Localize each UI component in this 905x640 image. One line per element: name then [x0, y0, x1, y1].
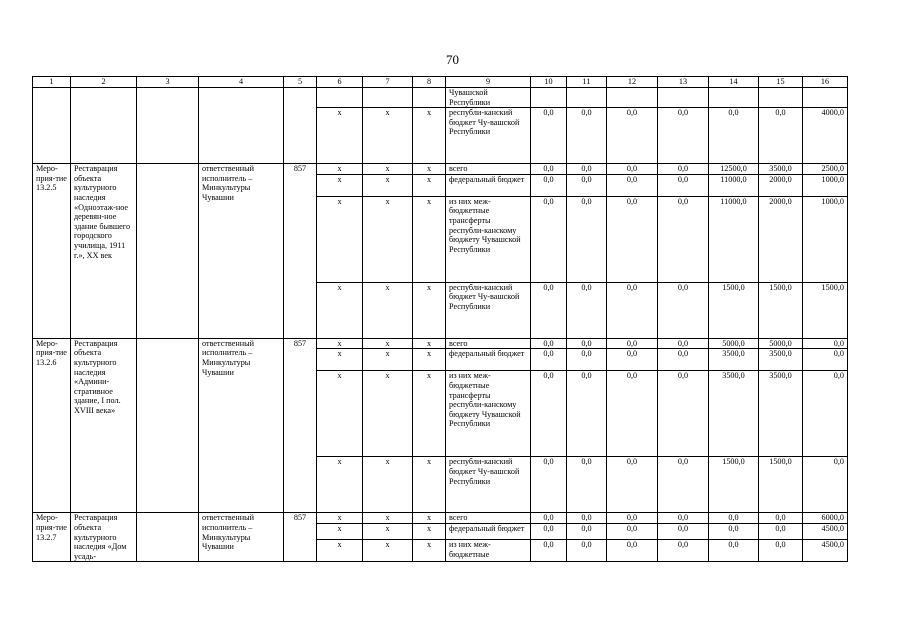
column-number: 15 [759, 77, 803, 88]
value-cell: 0,0 [803, 371, 848, 457]
code-cell: 857 [284, 164, 317, 339]
cell-x: х [413, 174, 446, 196]
executor-cell: ответственный исполнитель – Минкультуры Чувашии [199, 513, 284, 562]
column-number-row [33, 77, 848, 88]
value-cell: 0,0 [531, 457, 567, 513]
value-cell: 0,0 [531, 540, 567, 562]
column-number: 12 [607, 77, 658, 88]
value-cell: 0,0 [607, 457, 658, 513]
value-cell: 0,0 [658, 108, 709, 164]
table-row [33, 513, 848, 524]
value-cell: 0,0 [759, 524, 803, 540]
empty-cell [759, 88, 803, 108]
value-cell: 2000,0 [759, 196, 803, 282]
empty-cell [137, 338, 199, 513]
source-cell: всего [446, 513, 531, 524]
value-cell: 0,0 [567, 540, 607, 562]
value-cell: 1500,0 [759, 457, 803, 513]
value-cell: 0,0 [531, 349, 567, 371]
cell-x: х [317, 349, 363, 371]
value-cell: 0,0 [658, 524, 709, 540]
empty-cell [567, 88, 607, 108]
value-cell: 0,0 [531, 524, 567, 540]
value-cell: 0,0 [607, 108, 658, 164]
value-cell: 3500,0 [759, 164, 803, 175]
value-cell: 0,0 [759, 540, 803, 562]
value-cell: 4500,0 [803, 524, 848, 540]
cell-x: х [363, 196, 413, 282]
value-cell: 0,0 [658, 196, 709, 282]
executor-cell: ответственный исполнитель – Минкультуры Чувашии [199, 338, 284, 513]
empty-cell [137, 164, 199, 339]
value-cell: 0,0 [759, 108, 803, 164]
value-cell: 1500,0 [759, 282, 803, 338]
value-cell: 2500,0 [803, 164, 848, 175]
column-number: 4 [199, 77, 284, 88]
source-cell: республи-канский бюджет Чу-вашской Республики [446, 282, 531, 338]
column-number: 3 [137, 77, 199, 88]
cell-x: х [363, 338, 413, 349]
value-cell: 1500,0 [709, 282, 759, 338]
cell-x: х [363, 349, 413, 371]
empty-cell [413, 88, 446, 108]
source-cell: из них меж-бюджетные [446, 540, 531, 562]
cell-x: х [317, 540, 363, 562]
value-cell: 5000,0 [759, 338, 803, 349]
value-cell: 0,0 [709, 524, 759, 540]
value-cell: 0,0 [607, 164, 658, 175]
value-cell: 2000,0 [759, 174, 803, 196]
cell-x: х [363, 457, 413, 513]
value-cell: 0,0 [658, 282, 709, 338]
value-cell: 0,0 [567, 513, 607, 524]
value-cell: 0,0 [531, 174, 567, 196]
cell-x: х [413, 349, 446, 371]
value-cell: 0,0 [803, 349, 848, 371]
empty-cell [137, 88, 199, 164]
value-cell: 0,0 [531, 513, 567, 524]
value-cell: 0,0 [567, 174, 607, 196]
cell-x: х [363, 524, 413, 540]
cell-x: х [413, 282, 446, 338]
cell-x: х [413, 338, 446, 349]
value-cell: 1000,0 [803, 196, 848, 282]
value-cell: 0,0 [567, 196, 607, 282]
empty-cell [284, 88, 317, 164]
event-number-cell: Меро-прия-тие 13.2.6 [33, 338, 71, 513]
value-cell: 0,0 [607, 524, 658, 540]
value-cell: 12500,0 [709, 164, 759, 175]
value-cell: 0,0 [658, 371, 709, 457]
cell-x: х [413, 524, 446, 540]
source-cell: из них меж-бюджетные трансферты республи-канскому бюджету Чувашской Республики [446, 196, 531, 282]
cell-x: х [413, 108, 446, 164]
column-number: 10 [531, 77, 567, 88]
value-cell: 11000,0 [709, 196, 759, 282]
cell-x: х [317, 524, 363, 540]
column-number: 7 [363, 77, 413, 88]
cell-x: х [317, 371, 363, 457]
event-number-cell: Меро-прия-тие 13.2.7 [33, 513, 71, 562]
source-cell: федеральный бюджет [446, 174, 531, 196]
cell-x: х [317, 164, 363, 175]
column-number: 2 [71, 77, 137, 88]
object-name-cell: Реставрация объекта культурного наследия «Одноэтаж-ное деревян-ное здание бывшего городского училища, 1911 г.», XX век [71, 164, 137, 339]
value-cell: 0,0 [531, 338, 567, 349]
value-cell: 0,0 [531, 282, 567, 338]
column-number: 6 [317, 77, 363, 88]
value-cell: 11000,0 [709, 174, 759, 196]
empty-cell [363, 88, 413, 108]
value-cell: 0,0 [531, 371, 567, 457]
cell-x: х [413, 164, 446, 175]
source-cell: Чувашской Республики [446, 88, 531, 108]
cell-x: х [363, 164, 413, 175]
value-cell: 4500,0 [803, 540, 848, 562]
cell-x: х [363, 108, 413, 164]
empty-cell [803, 88, 848, 108]
value-cell: 0,0 [531, 196, 567, 282]
value-cell: 0,0 [709, 108, 759, 164]
code-cell: 857 [284, 513, 317, 562]
value-cell: 0,0 [607, 196, 658, 282]
cell-x: х [317, 457, 363, 513]
source-cell: федеральный бюджет [446, 349, 531, 371]
value-cell: 0,0 [658, 457, 709, 513]
value-cell: 0,0 [531, 164, 567, 175]
value-cell: 5000,0 [709, 338, 759, 349]
column-number: 16 [803, 77, 848, 88]
empty-cell [531, 88, 567, 108]
empty-cell [658, 88, 709, 108]
value-cell: 0,0 [607, 349, 658, 371]
value-cell: 0,0 [567, 457, 607, 513]
cell-x: х [413, 457, 446, 513]
budget-table [32, 76, 848, 562]
event-number-cell: Меро-прия-тие 13.2.5 [33, 164, 71, 339]
value-cell: 1000,0 [803, 174, 848, 196]
cell-x: х [317, 513, 363, 524]
cell-x: х [317, 338, 363, 349]
value-cell: 0,0 [567, 524, 607, 540]
value-cell: 0,0 [759, 513, 803, 524]
value-cell: 0,0 [607, 338, 658, 349]
value-cell: 0,0 [607, 371, 658, 457]
value-cell: 0,0 [709, 540, 759, 562]
cell-x: х [317, 282, 363, 338]
value-cell: 3500,0 [709, 349, 759, 371]
source-cell: республи-канский бюджет Чу-вашской Республики [446, 108, 531, 164]
code-cell: 857 [284, 338, 317, 513]
source-cell: всего [446, 164, 531, 175]
continuation-row [33, 88, 848, 108]
value-cell: 1500,0 [803, 282, 848, 338]
value-cell: 0,0 [567, 108, 607, 164]
column-number: 8 [413, 77, 446, 88]
value-cell: 0,0 [658, 540, 709, 562]
object-name-cell: Реставрация объекта культурного наследия «Дом усадь- [71, 513, 137, 562]
value-cell: 4000,0 [803, 108, 848, 164]
value-cell: 0,0 [658, 513, 709, 524]
column-number: 11 [567, 77, 607, 88]
empty-cell [317, 88, 363, 108]
value-cell: 0,0 [567, 349, 607, 371]
column-number: 1 [33, 77, 71, 88]
column-number: 5 [284, 77, 317, 88]
value-cell: 0,0 [658, 349, 709, 371]
page-number: 70 [446, 52, 459, 67]
cell-x: х [317, 196, 363, 282]
source-cell: из них меж-бюджетные трансферты республи-канскому бюджету Чувашской Республики [446, 371, 531, 457]
value-cell: 0,0 [607, 174, 658, 196]
value-cell: 3500,0 [759, 371, 803, 457]
value-cell: 0,0 [567, 371, 607, 457]
value-cell: 0,0 [607, 540, 658, 562]
value-cell: 0,0 [658, 164, 709, 175]
empty-cell [33, 88, 71, 164]
table-row [33, 338, 848, 349]
column-number: 14 [709, 77, 759, 88]
object-name-cell: Реставрация объекта культурного наследия «Админи-стративное здание, I пол. XVIII века» [71, 338, 137, 513]
empty-cell [199, 88, 284, 164]
cell-x: х [317, 108, 363, 164]
table-body [33, 77, 848, 562]
cell-x: х [363, 282, 413, 338]
cell-x: х [363, 513, 413, 524]
value-cell: 0,0 [658, 174, 709, 196]
cell-x: х [413, 196, 446, 282]
column-number: 9 [446, 77, 531, 88]
value-cell: 0,0 [709, 513, 759, 524]
value-cell: 1500,0 [709, 457, 759, 513]
value-cell: 3500,0 [759, 349, 803, 371]
cell-x: х [317, 174, 363, 196]
source-cell: федеральный бюджет [446, 524, 531, 540]
cell-x: х [413, 371, 446, 457]
empty-cell [137, 513, 199, 562]
value-cell: 0,0 [531, 108, 567, 164]
empty-cell [709, 88, 759, 108]
table-row [33, 164, 848, 175]
value-cell: 0,0 [803, 457, 848, 513]
value-cell: 0,0 [567, 164, 607, 175]
source-cell: республи-канский бюджет Чу-вашской Республики [446, 457, 531, 513]
value-cell: 0,0 [607, 282, 658, 338]
source-cell: всего [446, 338, 531, 349]
value-cell: 0,0 [803, 338, 848, 349]
value-cell: 0,0 [607, 513, 658, 524]
cell-x: х [363, 371, 413, 457]
cell-x: х [413, 513, 446, 524]
cell-x: х [413, 540, 446, 562]
cell-x: х [363, 174, 413, 196]
empty-cell [607, 88, 658, 108]
value-cell: 0,0 [567, 282, 607, 338]
empty-cell [71, 88, 137, 164]
executor-cell: ответственный исполнитель – Минкультуры Чувашии [199, 164, 284, 339]
value-cell: 6000,0 [803, 513, 848, 524]
value-cell: 0,0 [567, 338, 607, 349]
cell-x: х [363, 540, 413, 562]
value-cell: 3500,0 [709, 371, 759, 457]
column-number: 13 [658, 77, 709, 88]
value-cell: 0,0 [658, 338, 709, 349]
